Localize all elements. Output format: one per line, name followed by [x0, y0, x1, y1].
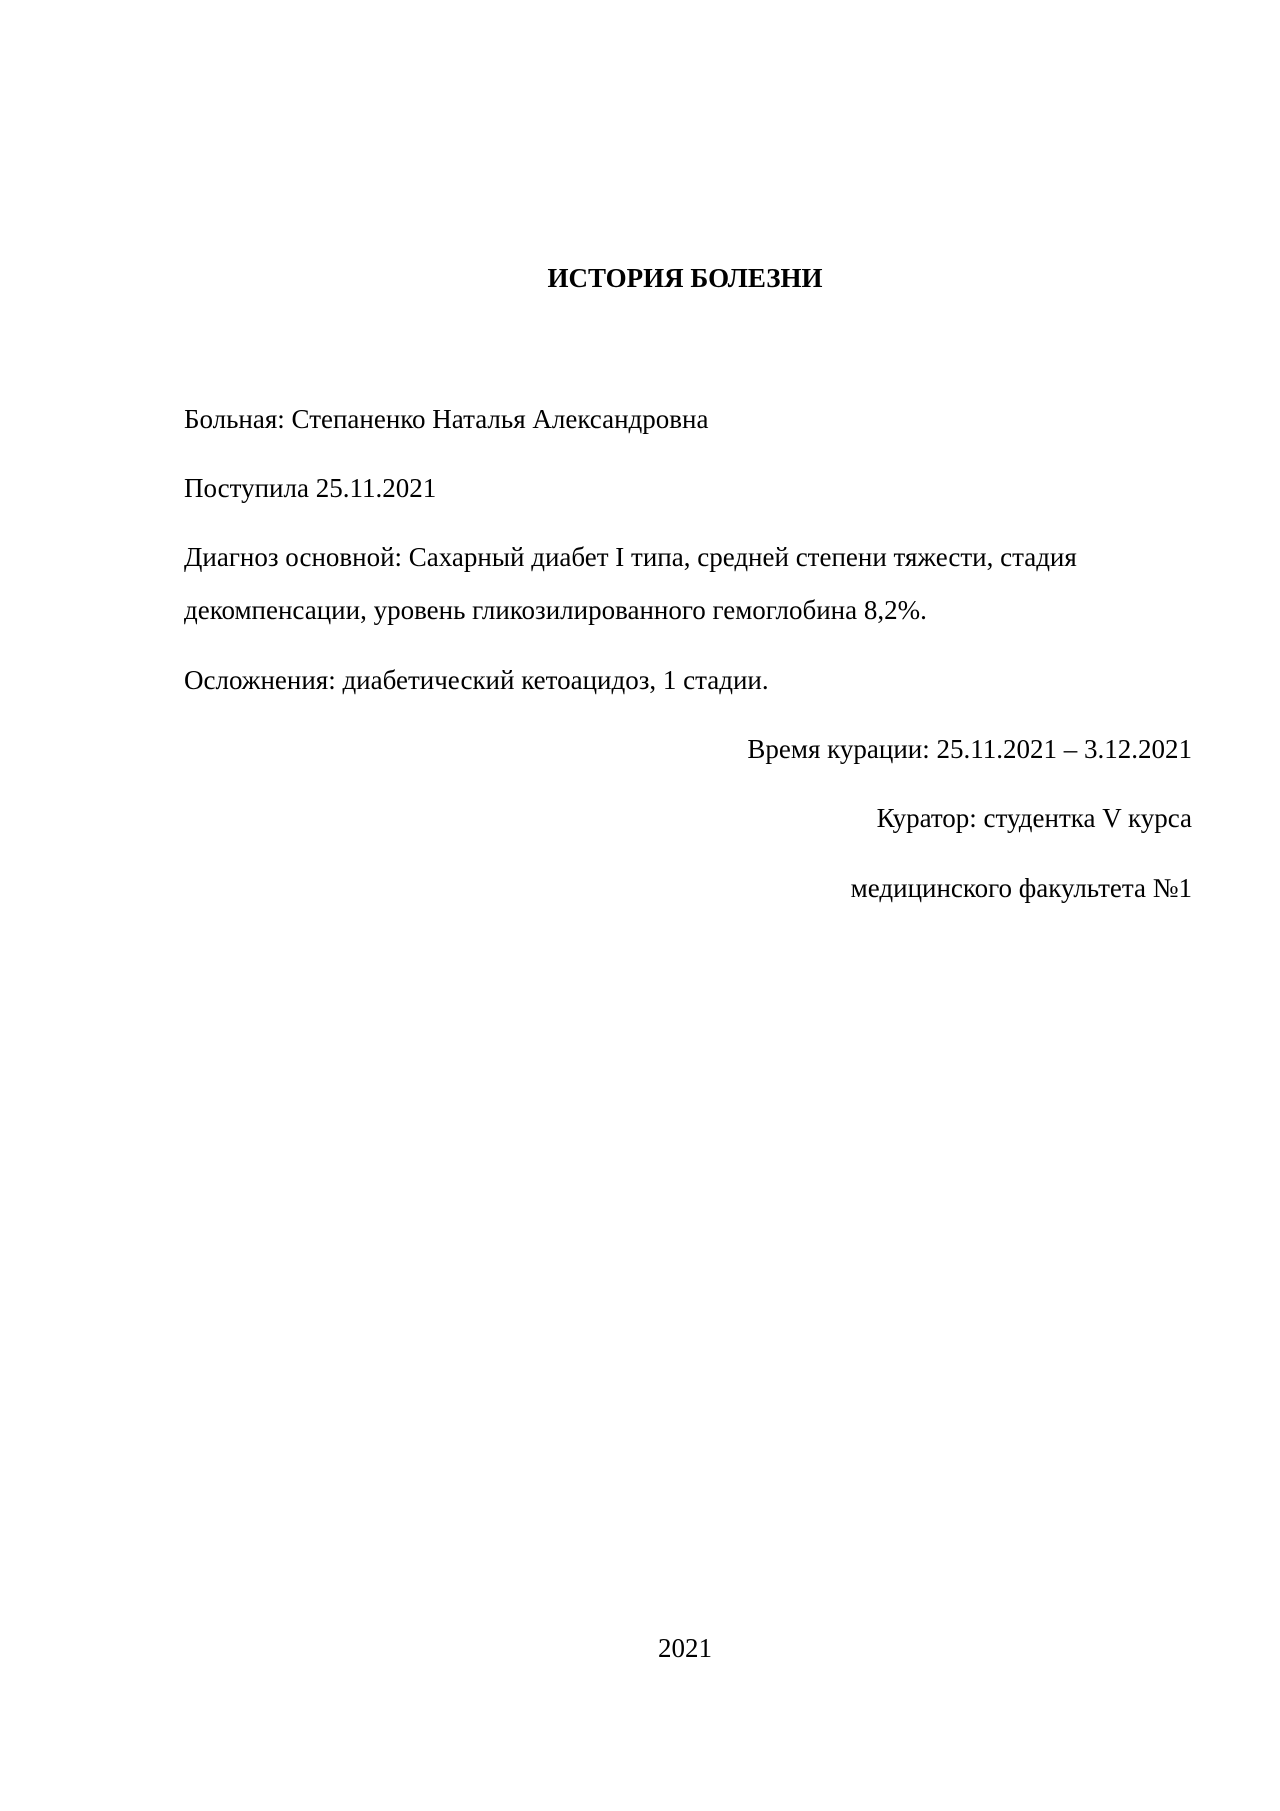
curator-line-2: медицинского факультета №1 — [850, 873, 1192, 903]
curator-line-1: Куратор: студентка V курса — [876, 803, 1192, 833]
diagnosis-line-1: Диагноз основной: Сахарный диабет I типа, средней степени тяжести, стадия — [184, 542, 1077, 572]
document-year: 2021 — [658, 1633, 712, 1663]
diagnosis-line-2: декомпенсации, уровень гликозилированного гемоглобина 8,2%. — [184, 595, 927, 625]
admission-date: Поступила 25.11.2021 — [184, 473, 437, 503]
patient-name: Больная: Степаненко Наталья Александровна — [184, 404, 709, 434]
complications: Осложнения: диабетический кетоацидоз, 1 стадии. — [184, 665, 769, 695]
curation-time: Время курации: 25.11.2021 – 3.12.2021 — [747, 734, 1192, 764]
document-title: ИСТОРИЯ БОЛЕЗНИ — [547, 263, 823, 293]
